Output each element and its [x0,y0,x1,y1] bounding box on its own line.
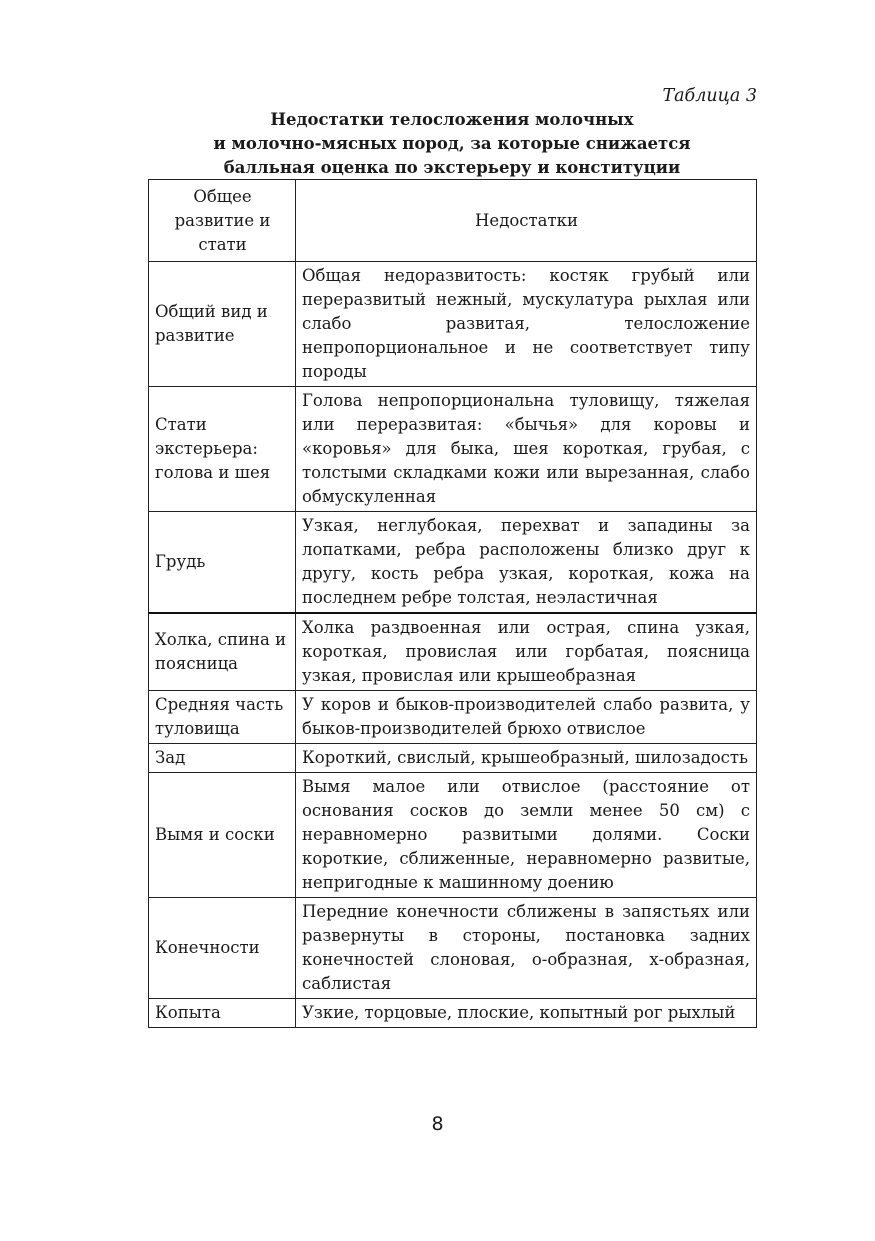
row-part-cell: Холка, спина и поясница [149,613,296,691]
table-row [149,744,757,773]
row-defects-cell: Узкая, неглубокая, перехват и западины за лопатками, ребра расположены близко друг к другу, кость ребра узкая, короткая, кожа на последнем ребре толстая, неэластичная [296,512,757,614]
page-number: 8 [431,1113,444,1135]
row-defects-cell: Узкие, торцовые, плоские, копытный рог рыхлый [296,999,757,1028]
row-defects-cell: Короткий, свислый, крышеобразный, шилозадость [296,744,757,773]
row-defects-cell: Вымя малое или отвислое (расстояние от основания сосков до земли менее 50 см) с неравномерно развитыми долями. Соски короткие, сближенные, неравномерно развитые, непригодные к машинному доению [296,773,757,898]
defects-table [148,179,757,1028]
row-defects-cell: Голова непропорциональна туловищу, тяжелая или переразвитая: «бычья» для коровы и «коровья» для быка, шея короткая, грубая, с толстыми складками кожи или вырезанная, слабо обмускуленная [296,387,757,512]
table-row [149,613,757,691]
row-part-cell: Средняя часть туловища [149,691,296,744]
row-part-cell: Общий вид и развитие [149,262,296,387]
row-part-cell: Стати экстерьера: голова и шея [149,387,296,512]
table-label: Таблица 3 [662,86,757,106]
row-defects-cell: У коров и быков-производителей слабо развита, у быков-производителей брюхо отвислое [296,691,757,744]
row-defects-cell: Холка раздвоенная или острая, спина узкая, короткая, провислая или горбатая, поясница узкая, провислая или крышеобразная [296,613,757,691]
table-row [149,512,757,614]
header-cell-part: Общее развитие и стати [149,180,296,262]
row-part-cell: Грудь [149,512,296,614]
title-line: и молочно-мясных пород, за которые снижается [213,134,691,153]
title-line: Недостатки телосложения молочных [270,110,634,129]
table-row [149,387,757,512]
row-part-cell: Конечности [149,898,296,999]
row-part-cell: Копыта [149,999,296,1028]
row-defects-cell: Общая недоразвитость: костяк грубый или переразвитый нежный, мускулатура рыхлая или слабо развитая, телосложение непропорциональное и не соответствует типу породы [296,262,757,387]
table-title [148,108,756,180]
table-row [149,262,757,387]
table-row [149,999,757,1028]
table-row [149,898,757,999]
row-part-cell: Вымя и соски [149,773,296,898]
row-defects-cell: Передние конечности сближены в запястьях или развернуты в стороны, постановка задних конечностей слоновая, о-образная, х-образная, саблистая [296,898,757,999]
table-row [149,773,757,898]
table-header-row [149,180,757,262]
title-line: балльная оценка по экстерьеру и конституции [223,158,681,177]
table-row [149,691,757,744]
header-cell-defects: Недостатки [296,180,757,262]
row-part-cell: Зад [149,744,296,773]
